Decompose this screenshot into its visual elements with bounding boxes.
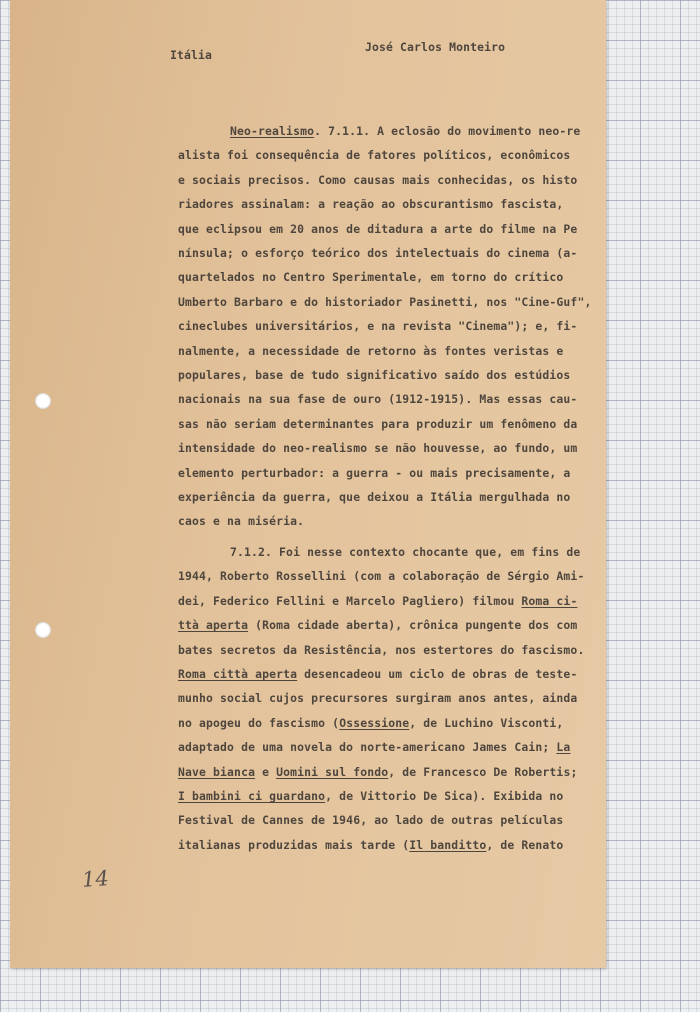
body-line xyxy=(178,643,584,657)
line-text: Festival de Cannes de 1946, ao lado de outras películas xyxy=(178,813,564,828)
line-text: no apogeu do fascismo ( xyxy=(178,715,340,730)
body-line xyxy=(178,667,577,681)
body-line xyxy=(178,270,563,284)
underlined-title: Roma ci- xyxy=(521,593,578,608)
body-line xyxy=(178,441,577,455)
body-line xyxy=(230,545,580,559)
punch-hole xyxy=(35,393,51,409)
line-text: e sociais precisos. Como causas mais conhecidas, os histo xyxy=(178,172,578,187)
header-country: Itália xyxy=(170,48,213,62)
underlined-title: Il banditto xyxy=(409,837,487,852)
body-line xyxy=(178,319,577,333)
line-text: adaptado de uma novela do norte-americano James Cain; xyxy=(178,740,557,755)
line-text: 1944, Roberto Rossellini (com a colaboração de Sérgio Ami- xyxy=(178,569,585,584)
line-text: dei, Federico Fellini e Marcelo Pagliero) filmou xyxy=(178,593,522,608)
body-line xyxy=(178,222,577,236)
line-text: , de Renato xyxy=(486,837,564,852)
line-text: nalmente, a necessidade de retorno às fontes veristas e xyxy=(178,343,564,358)
line-text: desencadeou um ciclo de obras de teste- xyxy=(297,667,578,681)
body-line xyxy=(178,246,577,260)
body-line xyxy=(178,490,570,504)
punch-hole xyxy=(35,622,51,638)
line-text: que eclipsou em 20 anos de ditadura a arte do filme na Pe xyxy=(178,221,578,236)
underlined-title: Nave bianca xyxy=(178,764,256,779)
underlined-title: I bambini ci guardano xyxy=(178,789,326,803)
underlined-title: La xyxy=(556,740,571,755)
underlined-title: Uomini sul fondo xyxy=(276,764,389,779)
underlined-title: Neo-realismo xyxy=(230,124,315,138)
body-line xyxy=(178,569,584,583)
body-line xyxy=(178,197,563,211)
body-line xyxy=(178,789,563,803)
body-line xyxy=(178,295,591,309)
line-text: 7.1.2. Foi nesse contexto chocante que, em fins de xyxy=(230,545,581,559)
underlined-title: Roma città aperta xyxy=(178,667,298,681)
line-text: nínsula; o esforço teórico dos intelectuais do cinema (a- xyxy=(178,246,578,260)
body-line xyxy=(178,716,563,730)
body-line xyxy=(178,344,563,358)
body-line xyxy=(230,124,580,138)
line-text: nacionais na sua fase de ouro (1912-1915). Mas essas cau- xyxy=(178,392,578,407)
line-text: experiência da guerra, que deixou a Itália mergulhada no xyxy=(178,490,571,504)
body-line xyxy=(178,740,570,754)
line-text: , de Vittorio De Sica). Exibida no xyxy=(325,789,564,803)
body-line xyxy=(178,417,577,431)
line-text: sas não seriam determinantes para produzir um fenômeno da xyxy=(178,416,578,431)
body-line xyxy=(178,148,570,162)
line-text: e xyxy=(255,764,277,779)
line-text: (Roma cidade aberta), crônica pungente dos com xyxy=(248,618,578,633)
line-text: intensidade do neo-realismo se não houvesse, ao fundo, um xyxy=(178,441,578,456)
body-line xyxy=(178,838,563,852)
line-text: , de Luchino Visconti, xyxy=(409,715,564,730)
underlined-title: ttà aperta xyxy=(178,618,249,633)
line-text: elemento perturbador: a guerra - ou mais precisamente, a xyxy=(178,465,571,480)
line-text: munho social cujos precursores surgiram anos antes, ainda xyxy=(178,691,578,706)
line-text: . 7.1.1. A eclosão do movimento neo-re xyxy=(314,124,581,138)
header-author: José Carlos Monteiro xyxy=(365,40,506,54)
line-text: Umberto Barbaro e do historiador Pasinetti, nos "Cine-Guf", xyxy=(178,294,592,309)
line-text: quartelados no Centro Sperimentale, em torno do crítico xyxy=(178,270,564,285)
underlined-title: Ossessione xyxy=(339,715,410,730)
body-line xyxy=(178,813,563,827)
body-line xyxy=(178,368,570,382)
handwritten-page-number: 14 xyxy=(81,866,110,892)
line-text: , de Francesco De Robertis; xyxy=(388,764,578,779)
body-line xyxy=(178,173,577,187)
body-line xyxy=(178,691,577,705)
line-text: caos e na miséria. xyxy=(178,514,305,529)
body-line xyxy=(178,765,577,779)
line-text: bates secretos da Resistência, nos estertores do fascismo. xyxy=(178,642,585,657)
line-text: cineclubes universitários, e na revista "Cinema"); e, fi- xyxy=(178,319,578,334)
body-line xyxy=(178,392,577,406)
line-text: riadores assinalam: a reação ao obscurantismo fascista, xyxy=(178,197,564,212)
line-text: alista foi consequência de fatores políticos, econômicos xyxy=(178,148,571,163)
body-line xyxy=(178,618,577,632)
line-text: populares, base de tudo significativo saído dos estúdios xyxy=(178,368,571,382)
body-line xyxy=(178,514,304,528)
line-text: italianas produzidas mais tarde ( xyxy=(178,837,410,852)
body-line xyxy=(178,466,570,480)
body-line xyxy=(178,594,577,608)
